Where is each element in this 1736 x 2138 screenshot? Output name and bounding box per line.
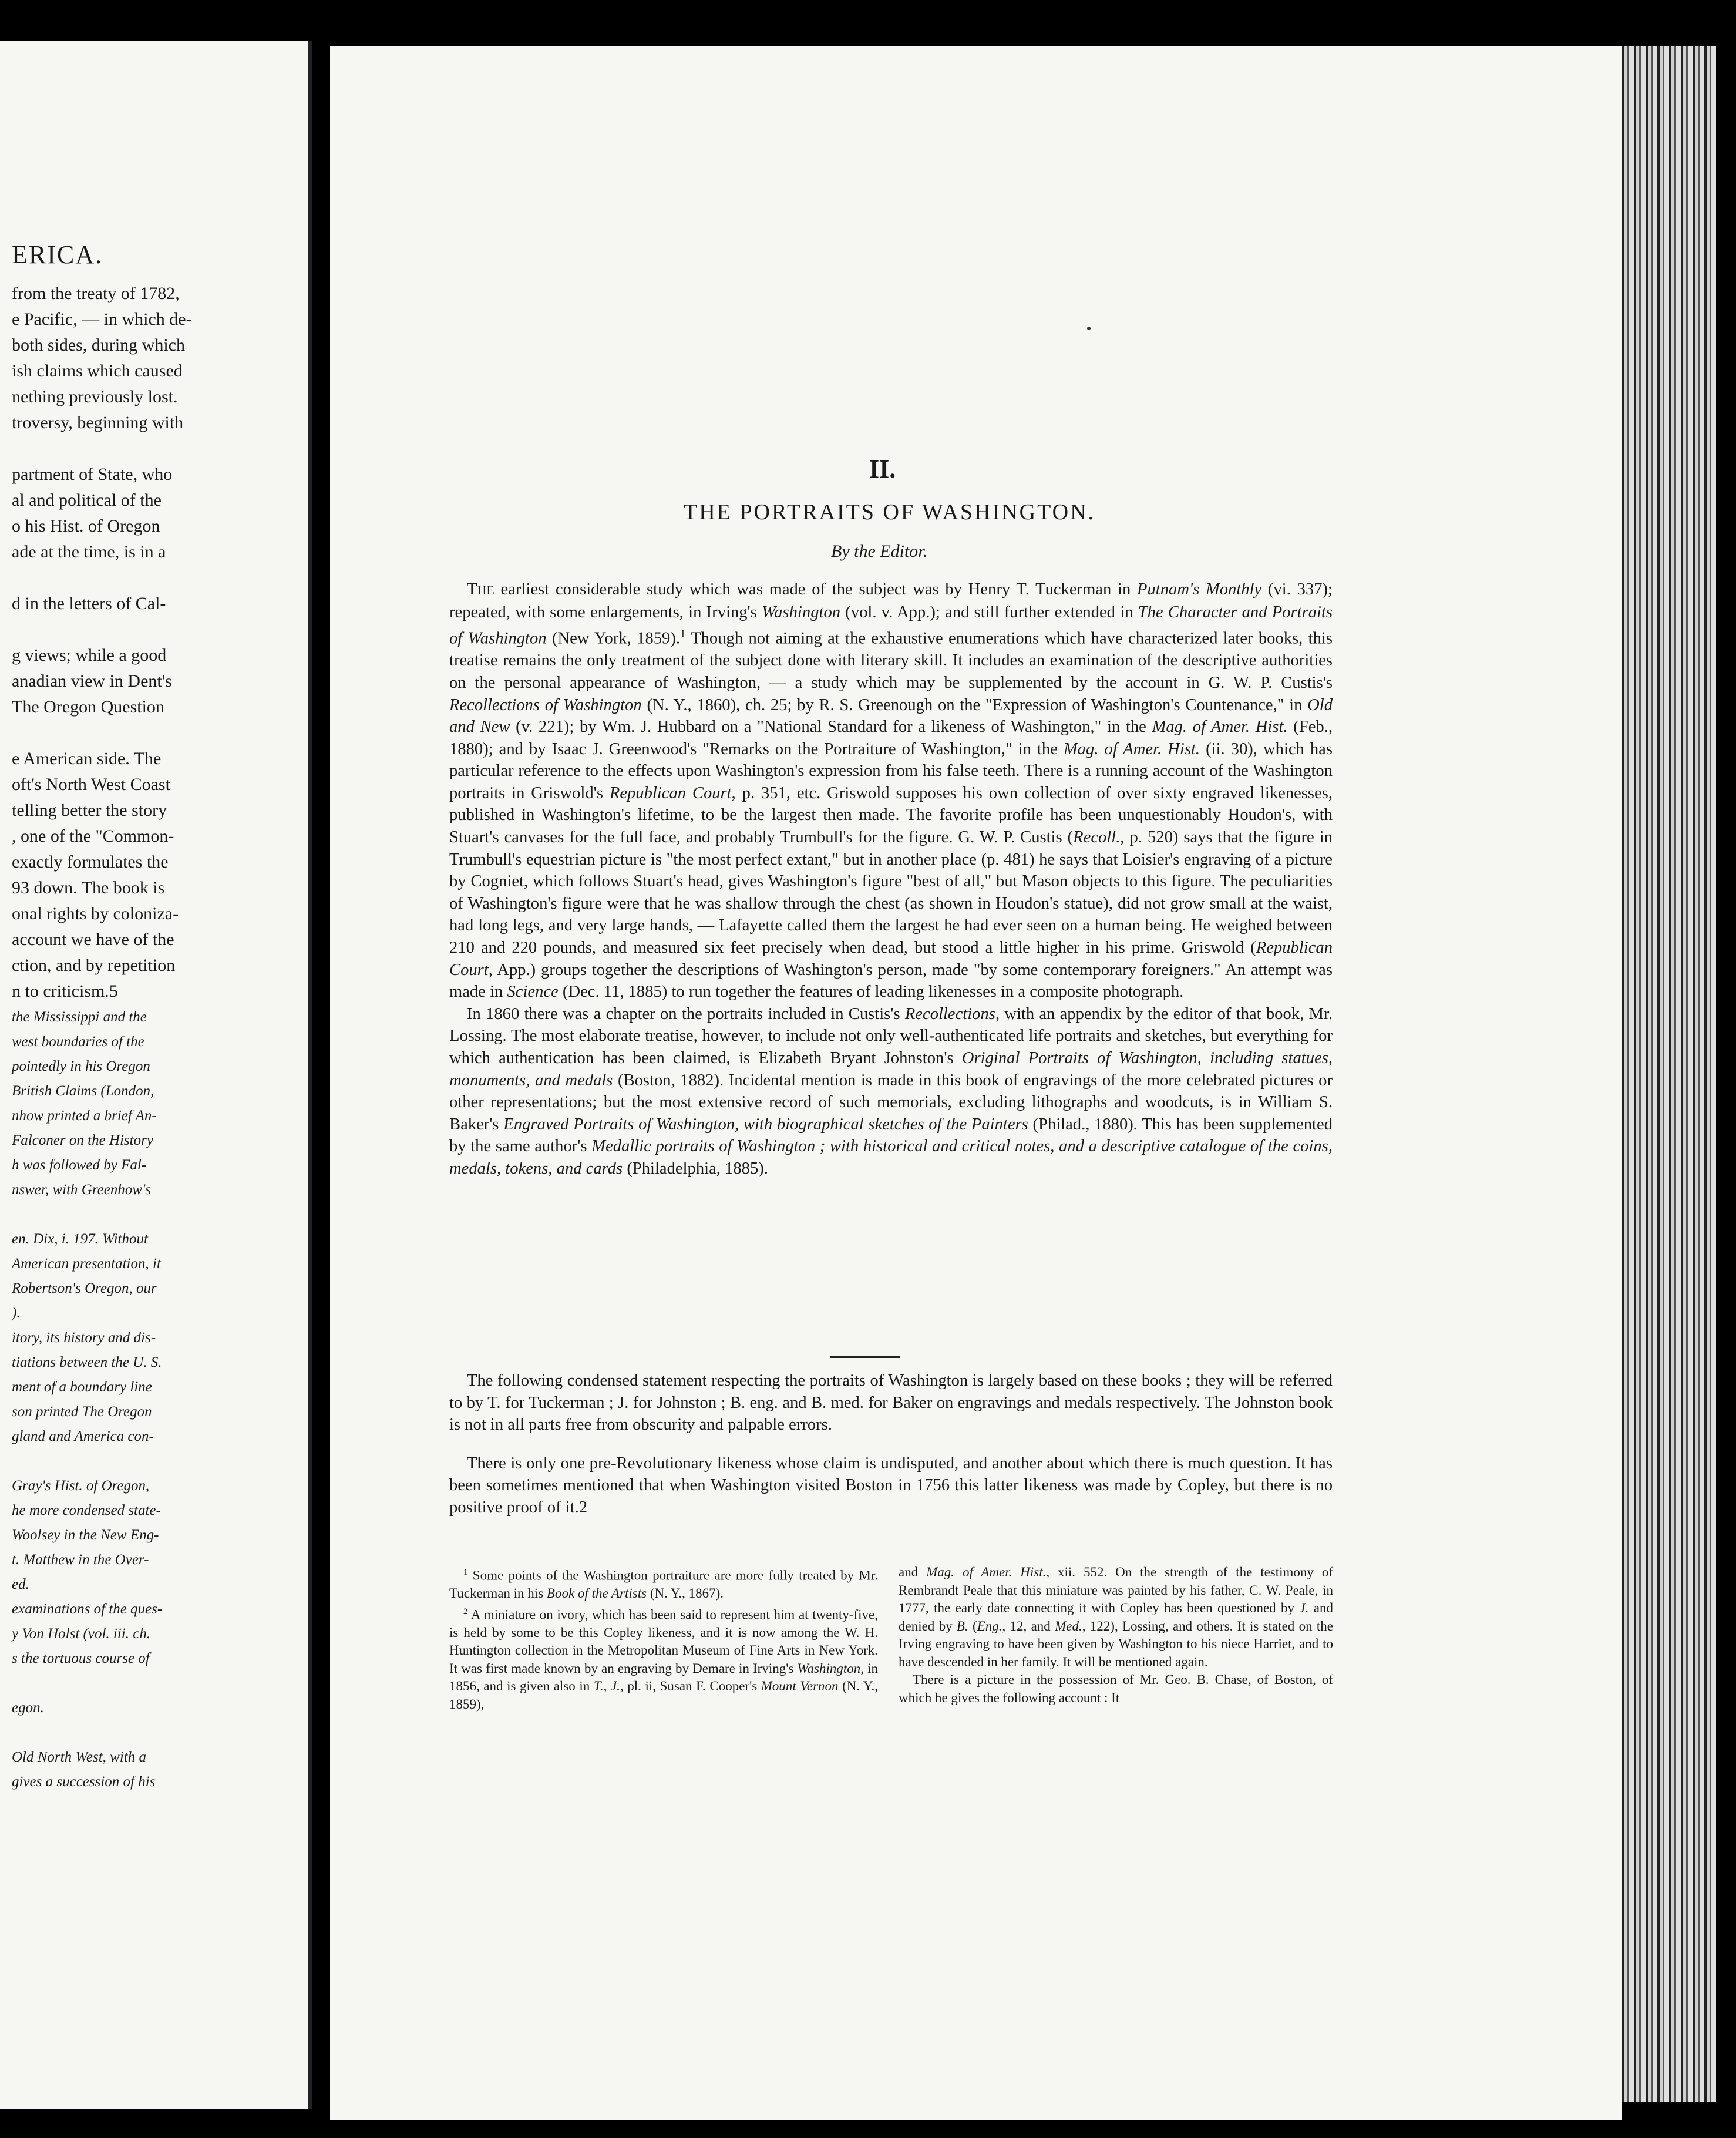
left-page-footnote-line: itory, its history and dis- [12, 1330, 156, 1346]
left-page-footnote-line: examinations of the ques- [12, 1601, 163, 1617]
footnotes-right-column [899, 1564, 1333, 1707]
left-page-line: both sides, during which [12, 335, 185, 355]
condensed-statement: The following condensed statement respecting the portraits of Washington is largely based on these books ; they will be referred to by T. for Tuckerman ; J. for Johnston ; B. eng. and B. med. for Baker on engravings and medals respectively. The Johnston book is not in all parts free from obscurity and palpable errors. [449, 1371, 1333, 1434]
left-page-fragment [0, 41, 312, 2109]
pre-revolutionary-paragraph: There is only one pre-Revolutionary likeness whose claim is undisputed, and another about which there is much question. It has been sometimes mentioned that when Washington visited Boston in 1756 this latter likeness was made by Copley, but there is no positive proof of it.2 [449, 1454, 1333, 1517]
left-page-footnote-line: nhow printed a brief An- [12, 1108, 157, 1124]
left-page-line: n to criticism.5 [12, 981, 118, 1001]
left-page-line: 93 down. The book is [12, 878, 165, 897]
left-page-line: o his Hist. of Oregon [12, 516, 160, 536]
left-page-footnote-line: Falconer on the History [12, 1132, 153, 1148]
left-page-footnote-line: Gray's Hist. of Oregon, [12, 1478, 150, 1494]
left-page-line: ish claims which caused [12, 361, 183, 381]
left-page-footnote-line: gives a succession of his [12, 1774, 156, 1790]
left-page-line: onal rights by coloniza- [12, 904, 179, 923]
section-divider [830, 1356, 900, 1358]
left-page-footnote-line: pointedly in his Oregon [12, 1058, 150, 1074]
footnotes-left-column [449, 1564, 878, 1713]
ink-speck [1087, 327, 1091, 330]
left-page-footnote-line: tiations between the U. S. [12, 1354, 162, 1370]
left-page-line: g views; while a good [12, 646, 167, 665]
left-page-line: The Oregon Question [12, 697, 164, 717]
left-page-line: from the treaty of 1782, [12, 284, 180, 303]
left-page-footnote-line: gland and America con- [12, 1428, 154, 1444]
left-page-line: ction, and by repetition [12, 956, 176, 975]
left-page-footnote-line: t. Matthew in the Over- [12, 1552, 149, 1568]
left-page-line: al and political of the [12, 490, 162, 510]
left-page-line: ade at the time, is in a [12, 542, 166, 562]
page-edge-shadow [1622, 46, 1716, 2102]
left-page-line: oft's North West Coast [12, 775, 170, 794]
left-page-line: e American side. The [12, 749, 162, 768]
left-page-line: d in the letters of Cal- [12, 594, 166, 613]
left-page-footnote-line: nswer, with Greenhow's [12, 1182, 152, 1198]
chapter-number: II. [869, 455, 896, 483]
body-paragraph: THE earliest considerable study which was made of the subject was by Henry T. Tuckerman in Putnam's Monthly (vi. 337); repeated, with some enlargements, in Irving's Washington (vol. v. App.); and still further extended in The Character and Portraits of Washington (New York, 1859).$^1$ Though not aiming at the exhaustive enumerations which have characterized later books, this treatise remains the only treatment of the subject done with literary skill. It includes an examination of the descriptive authorities on the personal appearance of Washington, — a study which may be supplemented by the account in G. W. P. Custis's Recollections of Washington (N. Y., 1860), ch. 25; by R. S. Greenough on the "Expression of Washington's Countenance," in Old and New (v. 221); by Wm. J. Hubbard on a "National Standard for a likeness of Washington," in the Mag. of Amer. Hist. (Feb., 1880); and by Isaac J. Greenwood's "Remarks on the Portraiture of Washington," in the Mag. of Amer. Hist. (ii. 30), which has particular reference to the effects upon Washington's expression from his false teeth. There is a running account of the Washington portraits in Griswold's Republican Court, p. 351, etc. Griswold supposes his own collection of over sixty engraved likenesses, published in Washington's lifetime, to be the largest then made. The favorite profile has been unquestionably Houdon's, with Stuart's canvases for the full face, and probably Trumbull's for the figure. G. W. P. Custis (Recoll., p. 520) says that the figure in Trumbull's equestrian picture is "the most perfect extant," but in another place (p. 481) he says that Loisier's engraving of a picture by Cogniet, which follows Stuart's head, gives Washington's figure "best of all," but Mason objects to this figure. The peculiarities of Washington's figure were that he was shallow through the chest (as shown in Houdon's statue), did not grow small at the waist, had long legs, and very large hands, — Lafayette called them the largest he had ever seen on a human being. He weighed between 210 and 220 pounds, and measured six feet precisely when dead, but stood a little higher in his prime. Griswold (Republican Court, App.) groups together the descriptions of Washington's person, made "by some contemporary foreigners." An attempt was made in Science (Dec. 11, 1885) to run together the features of leading likenesses in a composite photograph. [449, 580, 1333, 1001]
left-page-footnote-line: Old North West, with a [12, 1749, 146, 1765]
footnote-2: $^2$ A miniature on ivory, which has been said to represent him at twenty-five, is held by some to be this Copley likeness, and it is now among the W. H. Huntington collection in the Metropolitan Museum of Fine Arts in New York. It was first made known by an engraving by Demare in Irving's Washington, in 1856, and is given also in T., J., pl. ii, Susan F. Cooper's Mount Vernon (N. Y., 1859), [449, 1606, 879, 1712]
left-page-footnote-line: ). [12, 1305, 21, 1321]
left-page-line: , one of the "Common- [12, 826, 174, 846]
left-page-line: anadian view in Dent's [12, 671, 172, 691]
condensed-statement-section [449, 1370, 1333, 1535]
left-page-line: telling better the story [12, 801, 167, 820]
left-page-line: e Pacific, — in which de- [12, 310, 192, 329]
left-page-footnote-line: he more condensed state- [12, 1502, 161, 1518]
left-page-footnote-line: ment of a boundary line [12, 1379, 152, 1395]
footnote-2-continued: and Mag. of Amer. Hist., xii. 552. On the strength of the testimony of Rembrandt Peale that this miniature was painted by his father, C. W. Peale, in 1777, the early date connecting it with Copley has been questioned by J. and denied by B. (Eng., 12, and Med., 122), Lossing, and others. It is stated on the Irving engraving to have been given by Washington to his niece Harriet, and to have descended in her family. It will be mentioned again. [899, 1565, 1333, 1669]
left-page-footnote-line: son printed The Oregon [12, 1404, 152, 1420]
left-page-line: exactly formulates the [12, 852, 169, 872]
left-page-line: partment of State, who [12, 465, 173, 484]
left-page-footnote-line: ed. [12, 1576, 29, 1592]
left-page-footnote-line: American presentation, it [12, 1256, 161, 1272]
left-page-footnote-line: en. Dix, i. 197. Without [12, 1231, 148, 1247]
main-body-text [449, 579, 1333, 1180]
left-page-footnote-line: Robertson's Oregon, our [12, 1280, 157, 1296]
chapter-byline: By the Editor. [831, 542, 928, 561]
left-page-line: troversy, beginning with [12, 413, 184, 432]
left-page-footnote-line: British Claims (London, [12, 1083, 154, 1099]
left-page-footnote-line: y Von Holst (vol. iii. ch. [12, 1626, 151, 1642]
left-page-line: nething previously lost. [12, 387, 178, 406]
body-paragraph: In 1860 there was a chapter on the portraits included in Custis's Recollections, with an appendix by the editor of that book, Mr. Lossing. The most elaborate treatise, however, to include not only well-authenticated life portraits and sketches, but everything for which authentication has been claimed, is Elizabeth Bryant Johnston's Original Portraits of Washington, including statues, monuments, and medals (Boston, 1882). Incidental mention is made in this book of engravings of the more celebrated pictures or other representations; but the most extensive record of such memorials, excluding lithographs and woodcuts, is in William S. Baker's Engraved Portraits of Washington, with biographical sketches of the Painters (Philad., 1880). This has been supplemented by the same author's Medallic portraits of Washington ; with historical and critical notes, and a descriptive catalogue of the coins, medals, tokens, and cards (Philadelphia, 1885). [449, 1004, 1333, 1178]
footnote-2-chase: There is a picture in the possession of Mr. Geo. B. Chase, of Boston, of which he gives the following account : It [899, 1672, 1333, 1705]
left-page-footnote-line: the Mississippi and the [12, 1009, 147, 1025]
left-page-footnote-line: Woolsey in the New Eng- [12, 1527, 159, 1543]
left-page-line: account we have of the [12, 930, 174, 949]
left-page-footnote-line: h was followed by Fal- [12, 1157, 147, 1173]
left-page-footnote-line: west boundaries of the [12, 1034, 144, 1050]
left-page-footnote-line: s the tortuous course of [12, 1650, 150, 1666]
footnote-1: $^1$ Some points of the Washington portraiture are more fully treated by Mr. Tuckerman in his Book of the Artists (N. Y., 1867). [449, 1568, 878, 1601]
left-page-footnote-line: egon. [12, 1700, 44, 1716]
left-page-title: ERICA. [12, 240, 103, 269]
chapter-title: THE PORTRAITS OF WASHINGTON. [684, 500, 1096, 525]
